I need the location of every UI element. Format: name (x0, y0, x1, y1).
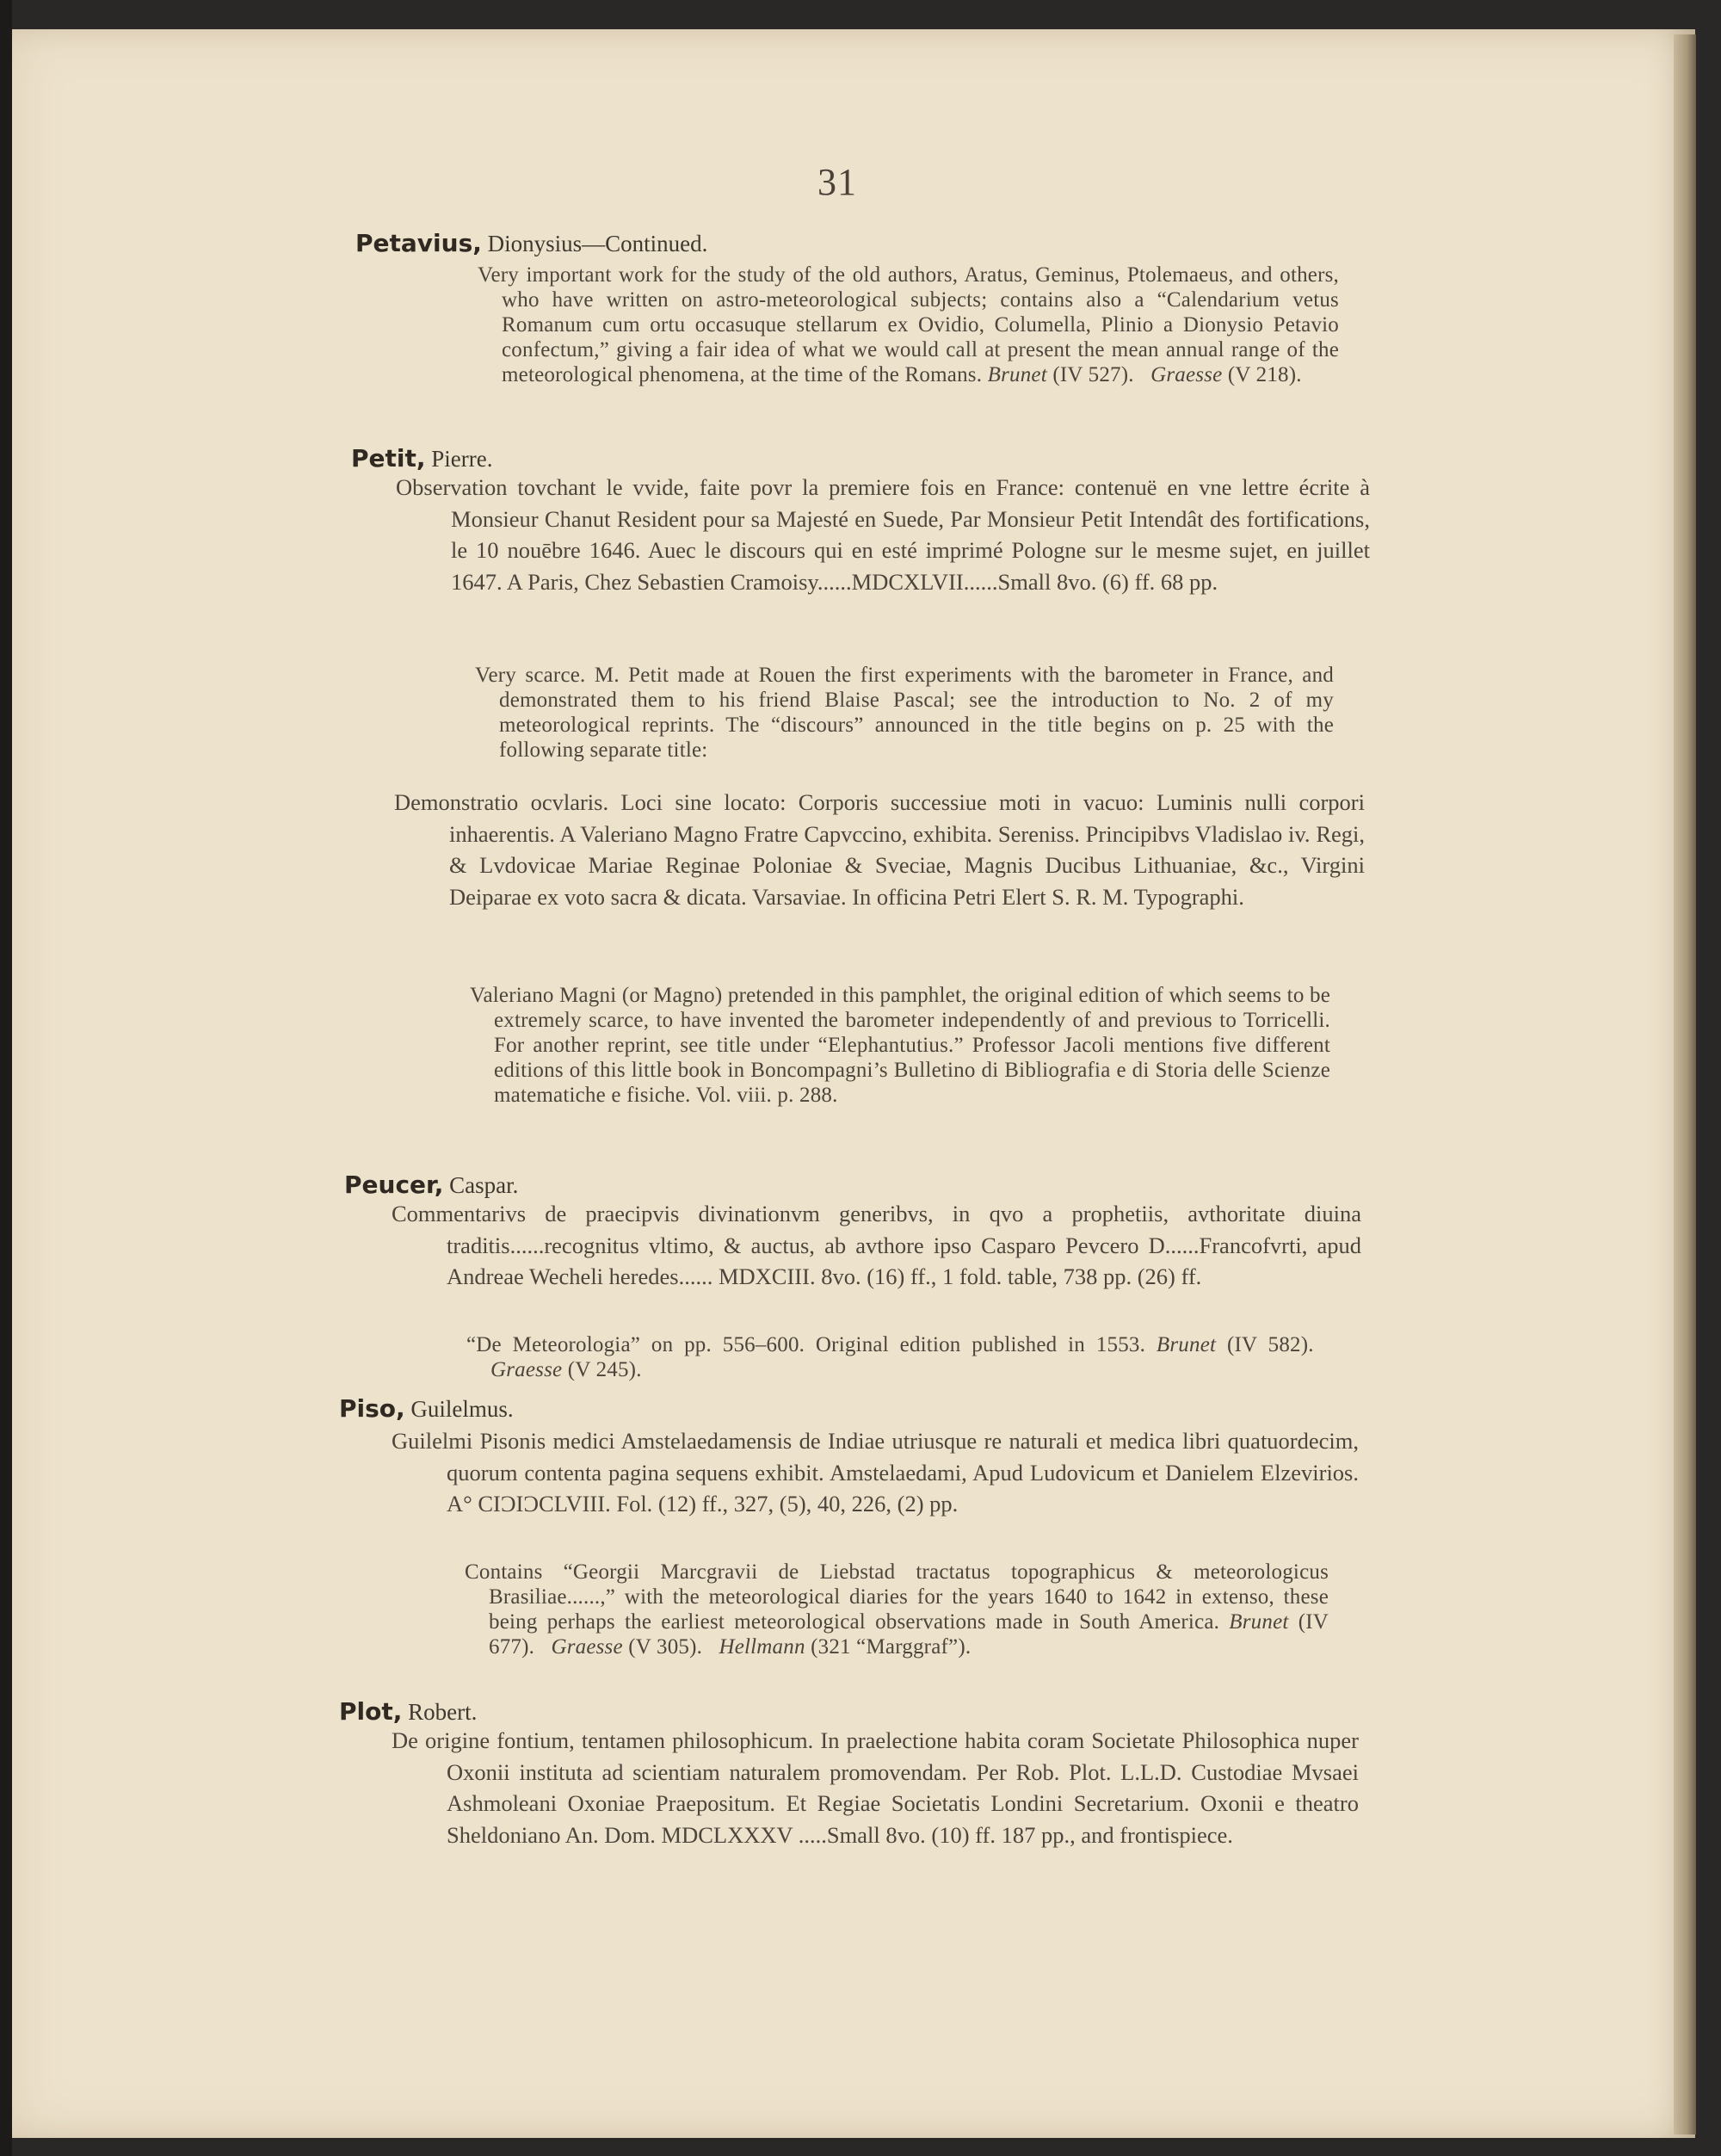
ref-cite: (V 218). (1227, 363, 1302, 386)
ref-hellmann: Hellmann (719, 1635, 805, 1659)
bibliographic-entry-plot: De origine fontium, tentamen philosophicum. In praelectione habita coram Societate Philosophica nuper Oxonii instituta ad scientiam naturalem promovendam. Per Rob. Plot. L.L.D. Custodiae Mvsaei Ashmoleani Oxoniae Praepositum. Et Regiae Societatis Londini Secretarium. Oxonii e theatro Sheldoniano An. Dom. MDCLXXXV .....Small 8vo. (10) ff. 187 pp., and frontispiece. (392, 1727, 1359, 1848)
bibliographic-entry-piso: Guilelmi Pisonis medici Amstelaedamensis de Indiae utriusque re naturali et medica libri quatuordecim, quorum contenta pagina sequens exhibit. Amstelaedami, Apud Ludovicum et Danielem Elzevirios. A° CIƆIƆCLVIII. Fol. (12) ff., 327, (5), 40, 226, (2) pp. (392, 1428, 1359, 1517)
ref-cite: (IV 582). (1226, 1333, 1314, 1356)
author-surname: Plot, (339, 1697, 403, 1726)
ref-brunet: Brunet (987, 363, 1047, 386)
author-given-name: Guilelmus. (410, 1396, 514, 1422)
ref-cite: (V 305). (628, 1635, 703, 1659)
annotation-text: Very important work for the study of the old authors, Aratus, Geminus, Ptolemaeus, and others, who have written on astro-meteorological subjects; contains also a “Calendarium vetus Romanum cum ortu occasuque stellarum ex Ovidio, Columella, Plinio a Dionysio Petavio confectum,” giving a fair idea of what we would call at present the mean annual range of the meteorological phenomena, at the time of the Romans. (478, 263, 1339, 386)
book-binding (0, 0, 12, 2156)
annotation-text: “De Meteorologia” on pp. 556–600. Original edition published in 1553. (466, 1333, 1146, 1356)
entry-heading-plot (339, 1697, 477, 1726)
entry-heading-peucer (344, 1171, 518, 1199)
entry-heading-piso (339, 1394, 514, 1423)
ref-brunet: Brunet (1156, 1333, 1217, 1356)
author-given-name: Caspar. (449, 1172, 519, 1198)
author-surname: Piso, (339, 1394, 405, 1423)
author-surname: Petit, (351, 444, 426, 473)
ref-brunet: Brunet (1229, 1610, 1289, 1634)
author-surname: Petavius, (355, 229, 482, 257)
ref-cite: (IV 677). (489, 1610, 1329, 1659)
ref-graesse: Graesse (551, 1635, 623, 1659)
author-given-name: Robert. (408, 1699, 478, 1725)
annotation-petavius (478, 263, 1339, 387)
ref-cite: (321 “Marggraf”). (811, 1635, 972, 1659)
ref-cite: (IV 527). (1052, 363, 1134, 386)
bibliographic-entry-peucer: Commentarivs de praecipvis divinationvm generibvs, in qvo a prophetiis, avthoritate diuina traditis......recognitus vltimo, & auctus, ab avthore ipso Casparo Pevcero D......Francofvrti, apud Andreae Wecheli heredes...... MDXCIII. 8vo. (16) ff., 1 fold. table, 738 pp. (26) ff. (392, 1201, 1361, 1289)
entry-heading-petit (351, 444, 492, 473)
author-given-name: Pierre. (431, 446, 493, 472)
entry-heading-petavius (355, 229, 707, 257)
bibliographic-entry-petit-demonstratio: Demonstratio ocvlaris. Loci sine locato: Corporis successiue moti in vacuo: Luminis nulli corpori inhaerentis. A Valeriano Magno Fratre Capvccino, exhibita. Sereniss. Principibvs Vladislao iv. Regi, & Lvdovicae Mariae Reginae Poloniae & Sveciae, Magnis Ducibus Lithuaniae, &c., Virgini Deiparae ex voto sacra & dicata. Varsaviae. In officina Petri Elert S. R. M. Typographi. (394, 789, 1365, 910)
page-edge (1674, 34, 1696, 2134)
ref-graesse: Graesse (490, 1358, 563, 1381)
annotation-piso (465, 1560, 1329, 1659)
ref-cite: (V 245). (567, 1358, 642, 1381)
page-number: 31 (817, 161, 857, 203)
bibliographic-entry-petit-observation: Observation tovchant le vvide, faite povr la premiere fois en France: contenuë en vne lettre écrite à Monsieur Chanut Resident pour sa Majesté en Suede, Par Monsieur Petit Intendât des fortifications, le 10 nouēbre 1646. Auec le discours qui en esté imprimé Pologne sur le mesme sujet, en juillet 1647. A Paris, Chez Sebastien Cramoisy......MDCXLVII......Small 8vo. (6) ff. 68 pp. (396, 474, 1370, 595)
annotation-peucer (466, 1332, 1330, 1382)
author-given-name: Dionysius—Continued. (487, 231, 708, 256)
annotation-petit-2: Valeriano Magni (or Magno) pretended in this pamphlet, the original edition of which seems to be extremely scarce, to have invented the barometer independently of and previous to Torricelli. For another reprint, see title under “Elephantutius.” Professor Jacoli mentions five different editions of this little book in Boncompagni’s Bulletino di Bibliografia e di Storia delle Scienze matematiche e fisiche. Vol. viii. p. 288. (470, 984, 1330, 1107)
annotation-petit-1: Very scarce. M. Petit made at Rouen the first experiments with the barometer in France, and demonstrated them to his friend Blaise Pascal; see the introduction to No. 2 of my meteorological reprints. The “discours” announced in the title begins on p. 25 with the following separate title: (475, 664, 1334, 762)
ref-graesse: Graesse (1150, 363, 1223, 386)
author-surname: Peucer, (344, 1171, 444, 1199)
annotation-text: Contains “Georgii Marcgravii de Liebstad tractatus topographicus & meteorologicus Brasiliae......,” with the meteorological diaries for the years 1640 to 1642 in extenso, these being perhaps the earliest meteorological observations made in South America. (465, 1560, 1329, 1634)
